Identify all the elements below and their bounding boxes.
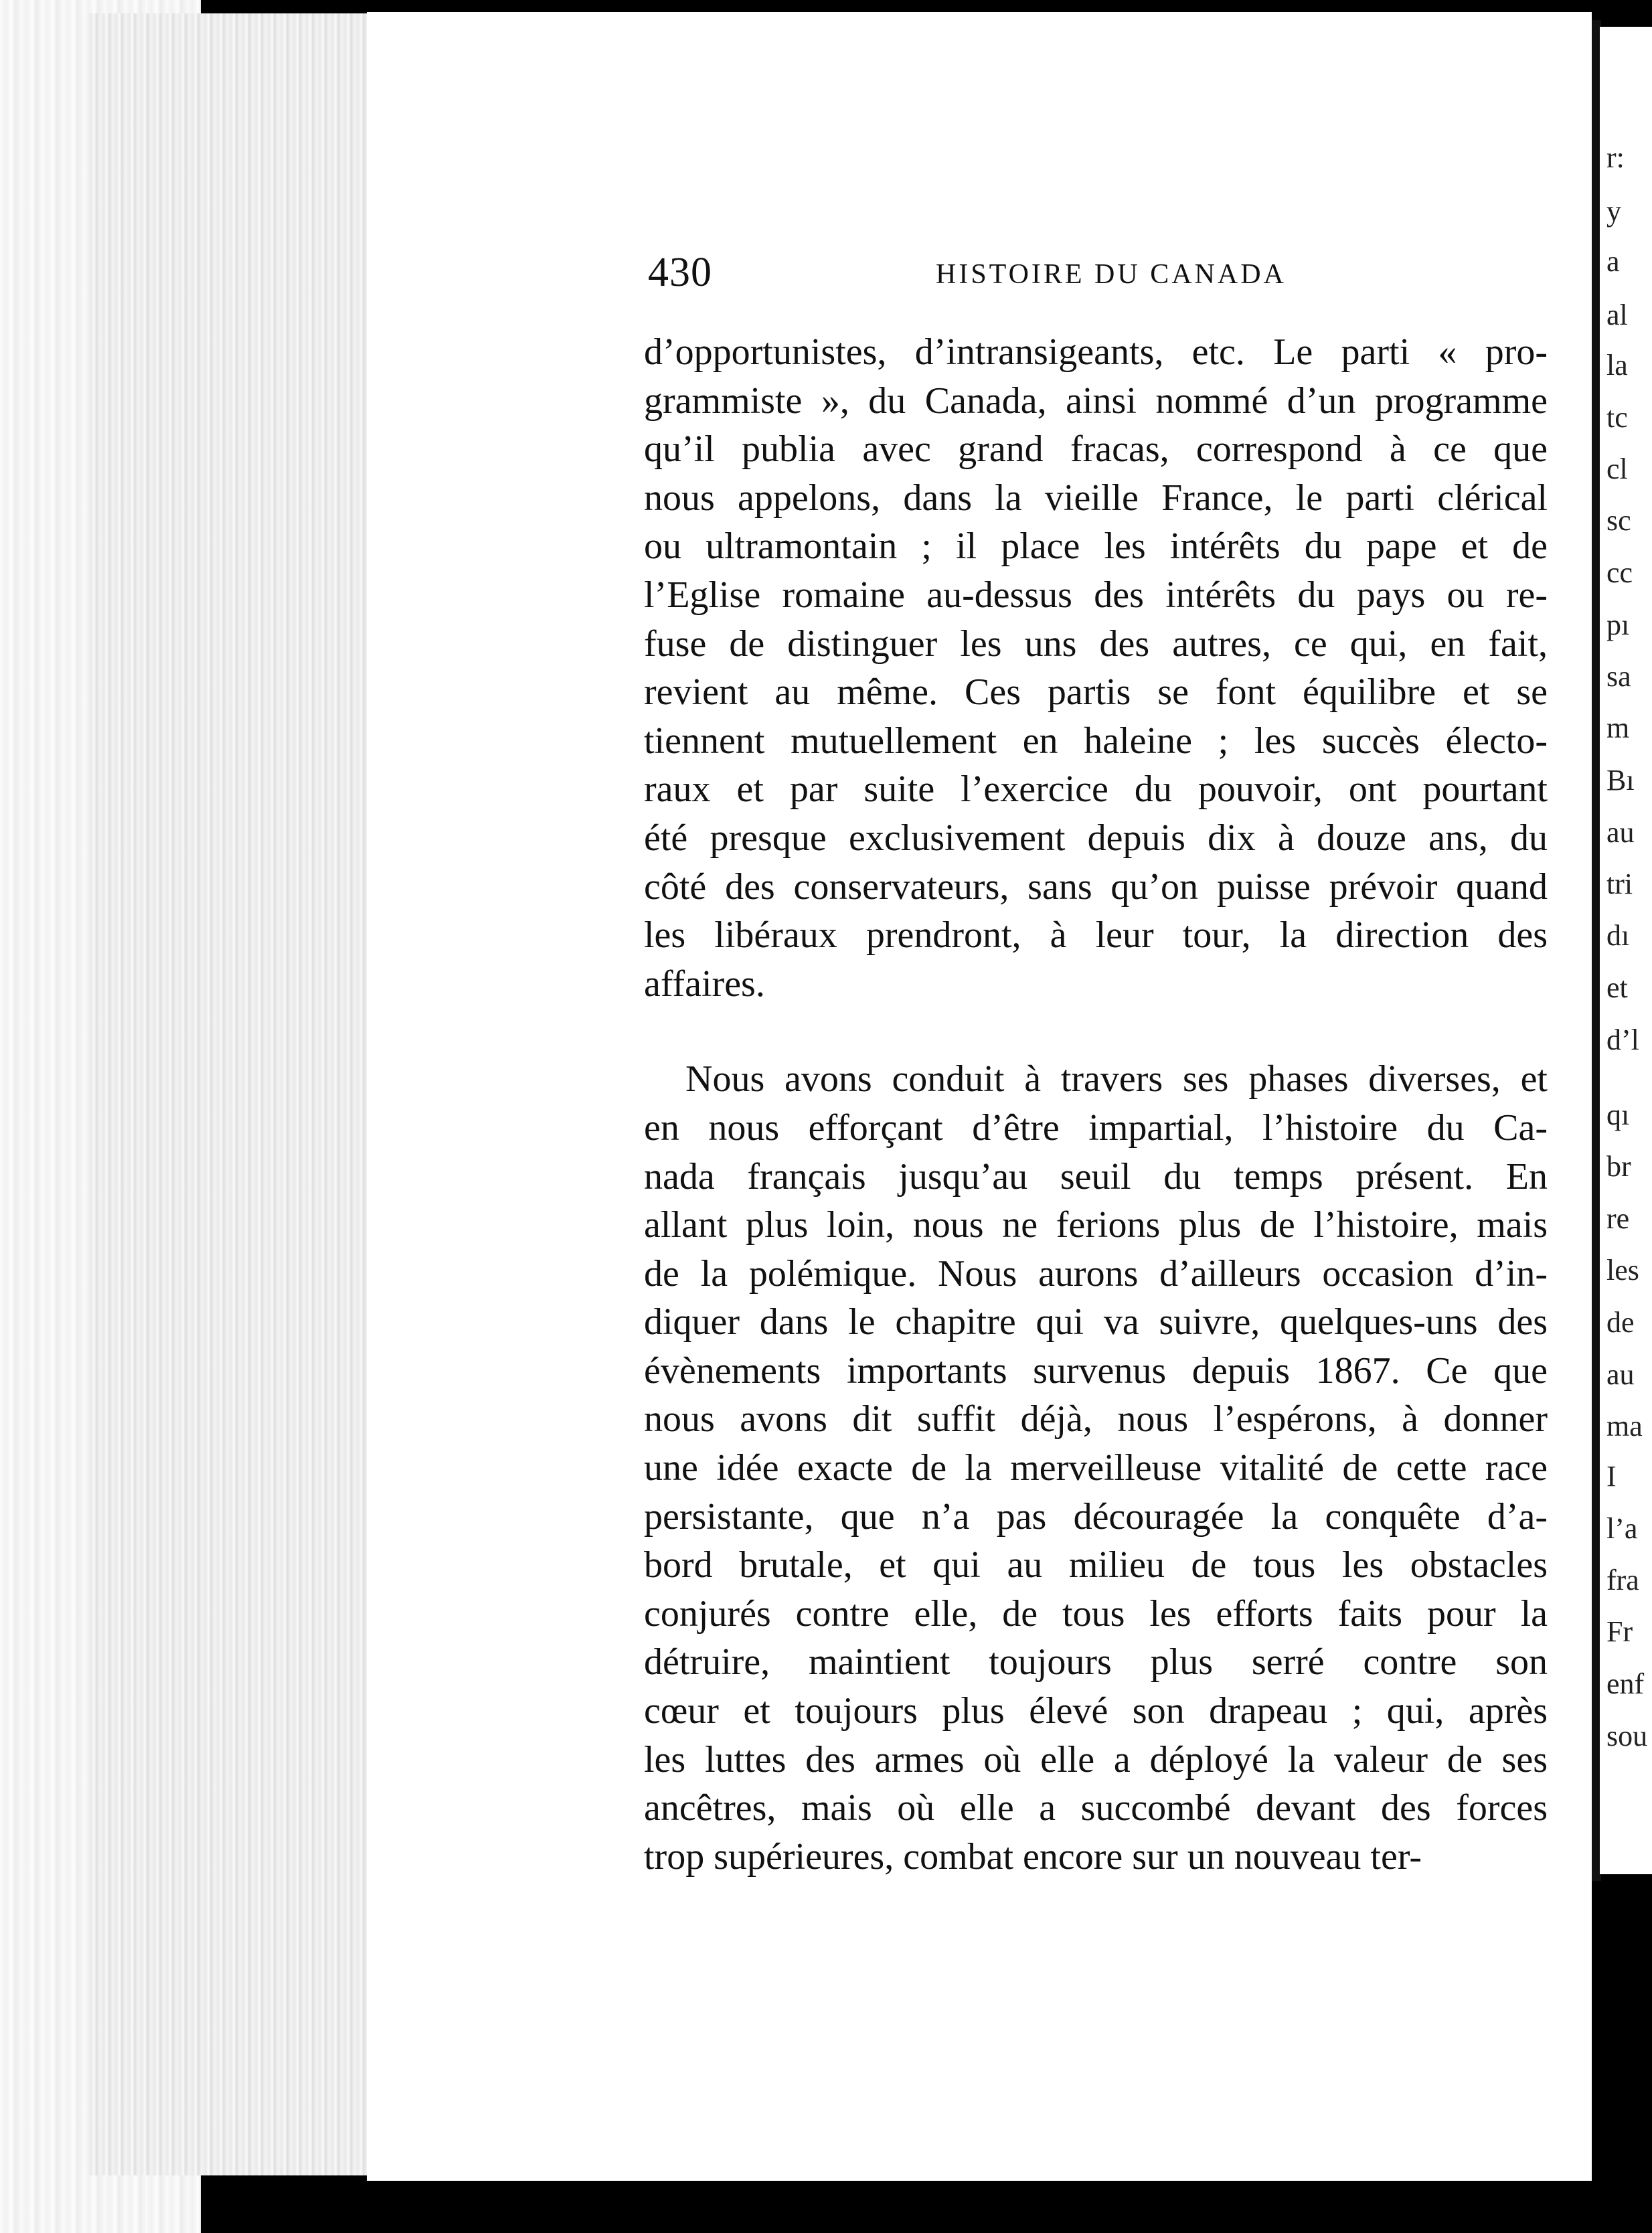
text-line: allant plus loin, nous ne ferions plus de l’histoire, mais [644,1204,1548,1246]
text-line: qu’il publia avec grand fracas, correspond à ce que [644,428,1548,471]
paragraph [644,1055,1548,1881]
text-line: grammiste », du Canada, ainsi nommé d’un programme [644,380,1548,422]
facing-page-fragment: dı [1606,919,1630,952]
text-line: raux et par suite l’exercice du pouvoir, ont pourtant [644,768,1548,811]
text-line: d’opportunistes, d’intransigeants, etc. Le parti « pro- [644,331,1548,373]
facing-page-fragment: la [1606,349,1628,382]
paragraph-gap [644,1008,1548,1055]
book-edge [87,13,369,2175]
text-line: détruire, maintient toujours plus serré contre son [644,1641,1548,1683]
text-line: nous appelons, dans la vieille France, le parti clérical [644,477,1548,519]
facing-page-fragment: au [1606,816,1635,849]
text-line: fuse de distinguer les uns des autres, ce qui, en fait, [644,623,1548,665]
facing-page-fragment: tri [1606,867,1633,900]
facing-page-fragment: Fr [1606,1615,1633,1648]
text-line: évènements importants survenus depuis 1867. Ce que [644,1349,1548,1392]
facing-page-fragment: de [1606,1306,1635,1339]
text-line: ancêtres, mais où elle a succombé devant des forces [644,1787,1548,1829]
text-line: Nous avons conduit à travers ses phases diverses, et [685,1058,1548,1100]
facing-page-fragment: al [1606,299,1628,331]
facing-page-fragment: r: [1606,141,1625,174]
facing-page-fragment: Bı [1606,764,1635,797]
text-line: nada français jusqu’au seuil du temps présent. En [644,1155,1548,1197]
facing-page-fragment: qı [1606,1098,1630,1131]
facing-page-fragment: cc [1606,556,1633,589]
page-header [648,249,1545,296]
facing-page-fragment: sc [1606,504,1631,537]
running-title: HISTOIRE DU CANADA [936,259,1287,290]
facing-page-fragment: y [1606,195,1621,228]
text-line: trop supérieures, combat encore sur un nouveau ter- [644,1835,1422,1878]
text-line: cœur et toujours plus élevé son drapeau ; qui, après [644,1690,1548,1732]
text-line: persistante, que n’a pas découragée la conquête d’a- [644,1495,1548,1538]
text-line: l’Eglise romaine au-dessus des intérêts du pays ou re- [644,574,1548,616]
text-line: les luttes des armes où elle a déployé la valeur de ses [644,1738,1548,1781]
page-number: 430 [648,250,712,295]
facing-page-fragment: au [1606,1358,1635,1391]
text-line: les libéraux prendront, à leur tour, la direction des [644,914,1548,957]
facing-page-fragment: m [1606,712,1630,744]
text-line: côté des conservateurs, sans qu’on puisse prévoir quand [644,865,1548,908]
facing-page [1600,27,1652,1874]
facing-page-fragment: re [1606,1202,1630,1235]
facing-page-fragment: d’l [1606,1023,1639,1056]
facing-page-fragment: enf [1606,1667,1645,1700]
text-line: diquer dans le chapitre qui va suivre, quelques-uns des [644,1301,1548,1343]
text-line: tiennent mutuellement en haleine ; les succès électo- [644,720,1548,762]
paragraph [644,328,1548,1008]
facing-page-fragment: pı [1606,608,1630,641]
facing-page-fragment: br [1606,1150,1631,1183]
text-line: nous avons dit suffit déjà, nous l’espérons, à donner [644,1398,1548,1440]
text-line: de la polémique. Nous aurons d’ailleurs occasion d’in- [644,1252,1548,1295]
text-line: bord brutale, et qui au milieu de tous les obstacles [644,1544,1548,1586]
facing-page-fragment: ma [1606,1410,1643,1442]
facing-page-fragment: sou [1606,1720,1648,1752]
facing-page-fragment: tc [1606,401,1628,434]
text-line: été presque exclusivement depuis dix à douze ans, du [644,817,1548,859]
text-line: revient au même. Ces partis se font équilibre et se [644,671,1548,714]
facing-page-fragment: les [1606,1254,1639,1287]
facing-page-fragment: l’a [1606,1512,1638,1545]
facing-page-fragment: cl [1606,452,1628,485]
facing-page-fragment: I [1606,1460,1617,1493]
text-line: en nous efforçant d’être impartial, l’histoire du Ca- [644,1106,1548,1149]
text-line: ou ultramontain ; il place les intérêts du pape et de [644,525,1548,568]
body-text [644,328,1548,1881]
text-line: une idée exacte de la merveilleuse vitalité de cette race [644,1447,1548,1489]
facing-page-fragment: a [1606,245,1620,278]
facing-page-fragment: sa [1606,660,1631,693]
text-line: affaires. [644,963,765,1005]
facing-page-fragment: et [1606,971,1628,1004]
facing-page-fragment: fra [1606,1564,1639,1596]
text-line: conjurés contre elle, de tous les efforts faits pour la [644,1592,1548,1635]
